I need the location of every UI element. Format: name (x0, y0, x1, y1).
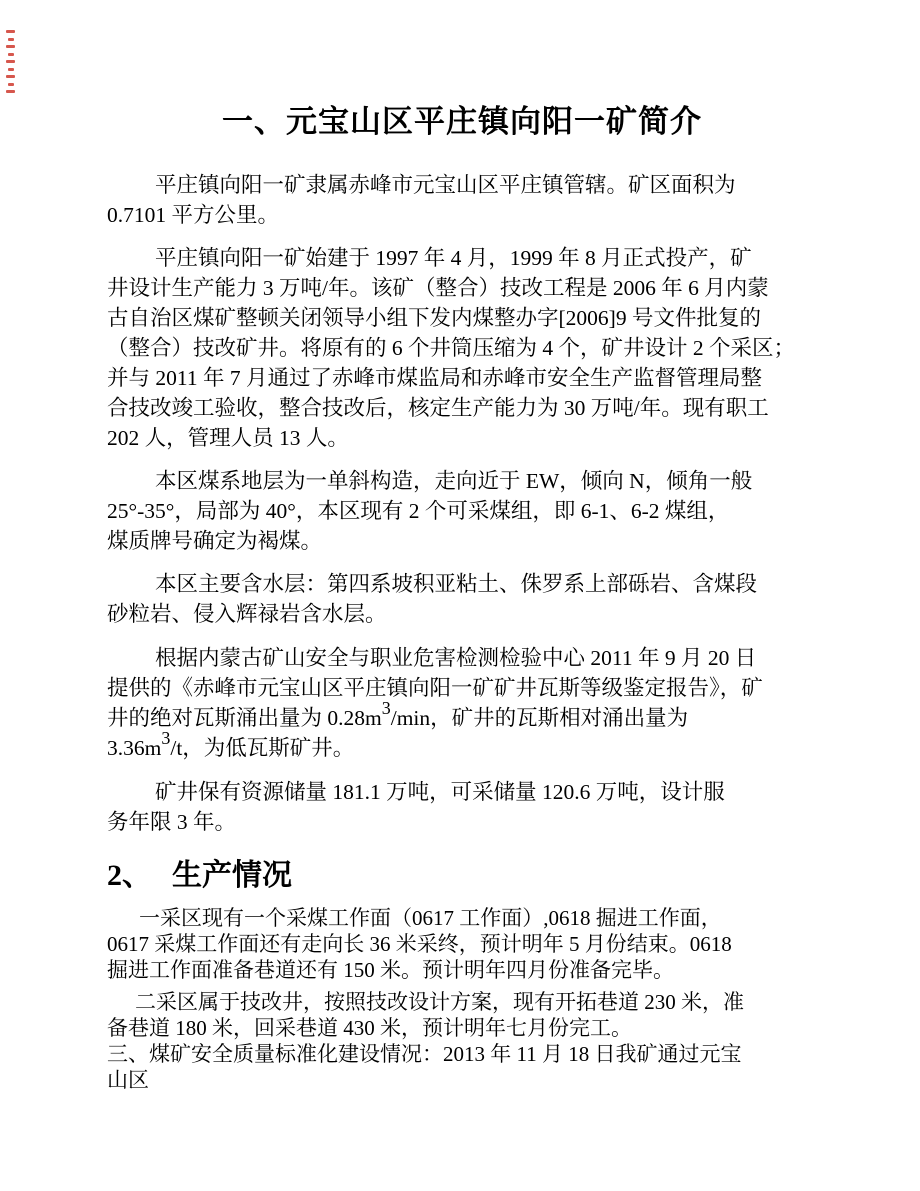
text-line: 矿井保有资源储量 181.1 万吨，可采储量 120.6 万吨，设计服 (155, 780, 725, 804)
production-section (107, 905, 817, 1093)
text-segment: /t，为低瓦斯矿井。 (170, 736, 355, 760)
text-line: 平庄镇向阳一矿始建于 1997 年 4 月，1999 年 8 月正式投产，矿 (155, 246, 752, 270)
text-line: 提供的《赤峰市元宝山区平庄镇向阳一矿矿井瓦斯等级鉴定报告》，矿 (107, 676, 763, 700)
document-body (107, 0, 817, 1093)
red-dash-mark (8, 68, 14, 71)
text-line: 平庄镇向阳一矿隶属赤峰市元宝山区平庄镇管辖。矿区面积为 (155, 173, 736, 197)
text-segment: 井的绝对瓦斯涌出量为 0.28m (107, 706, 382, 730)
paragraph-standardization (107, 1041, 817, 1093)
red-dash-mark (6, 90, 15, 93)
text-segment: 3.36m (107, 736, 162, 760)
red-dash-mark (6, 30, 15, 33)
paragraph-reserves (107, 777, 817, 837)
red-dash-mark (8, 53, 14, 56)
text-line: 三、煤矿安全质量标准化建设情况：2013 年 11 月 18 日我矿通过元宝 (107, 1042, 742, 1066)
paragraph-gas-report (107, 643, 817, 763)
text-line: 备巷道 180 米，回采巷道 430 米，预计明年七月份完工。 (107, 1016, 632, 1040)
text-line: 并与 2011 年 7 月通过了赤峰市煤监局和赤峰市安全生产监督管理局整 (107, 366, 762, 390)
paragraph-mining-district-2 (107, 989, 817, 1041)
text-line: 古自治区煤矿整顿关闭领导小组下发内煤整办字[2006]9 号文件批复的 (107, 306, 761, 330)
text-line: 本区煤系地层为一单斜构造，走向近于 EW，倾向 N，倾角一般 (155, 469, 753, 493)
document-title: 一、元宝山区平庄镇向阳一矿简介 (222, 104, 702, 139)
paragraph-aquifers (107, 569, 817, 629)
text-line: 井设计生产能力 3 万吨/年。该矿（整合）技改工程是 2006 年 6 月内蒙 (107, 276, 769, 300)
section-number: 2、 (107, 859, 152, 892)
text-line: （整合）技改矿井。将原有的 6 个井筒压缩为 4 个，矿井设计 2 个采区； (107, 336, 796, 360)
red-dash-mark (8, 38, 14, 41)
text-line: 二采区属于技改井，按照技改设计方案，现有开拓巷道 230 米，准 (135, 990, 744, 1014)
text-line: 0617 采煤工作面还有走向长 36 米采终，预计明年 5 月份结束。0618 (107, 932, 732, 956)
text-line: 砂粒岩、侵入辉禄岩含水层。 (107, 602, 387, 626)
text-line: 根据内蒙古矿山安全与职业危害检测检验中心 2011 年 9 月 20 日 (155, 646, 757, 670)
paragraph-geology (107, 466, 817, 556)
red-dash-mark (8, 83, 14, 86)
text-line: 务年限 3 年。 (107, 810, 237, 834)
text-line: 山区 (107, 1068, 149, 1092)
section-label: 生产情况 (172, 859, 292, 892)
paragraph-mine-area (107, 170, 817, 230)
text-line: 掘进工作面准备巷道还有 150 米。预计明年四月份准备完毕。 (107, 958, 674, 982)
red-dash-mark (6, 75, 15, 78)
text-line: 本区主要含水层：第四系坡积亚粘土、侏罗系上部砾岩、含煤段 (155, 572, 758, 596)
paragraph-mine-history (107, 243, 817, 453)
red-dash-mark (6, 60, 15, 63)
text-line: 煤质牌号确定为褐煤。 (107, 529, 323, 553)
text-segment: /min，矿井的瓦斯相对涌出量为 (390, 706, 689, 730)
text-line: 合技改竣工验收，整合技改后，核定生产能力为 30 万吨/年。现有职工 (107, 396, 769, 420)
text-line: 井的绝对瓦斯涌出量为 0.28m3/min，矿井的瓦斯相对涌出量为 (107, 698, 689, 730)
text-line: 0.7101 平方公里。 (107, 203, 280, 227)
text-line: 25°-35°，局部为 40°，本区现有 2 个可采煤组，即 6-1、6-2 煤组， (107, 499, 730, 523)
paragraph-mining-district-1 (107, 905, 817, 983)
text-line: 3.36m3/t，为低瓦斯矿井。 (107, 728, 355, 760)
text-line: 一采区现有一个采煤工作面（0617 工作面）,0618 掘进工作面， (139, 906, 722, 930)
red-dash-mark (6, 45, 15, 48)
text-line: 202 人，管理人员 13 人。 (107, 426, 349, 450)
section-heading-production (107, 856, 817, 896)
